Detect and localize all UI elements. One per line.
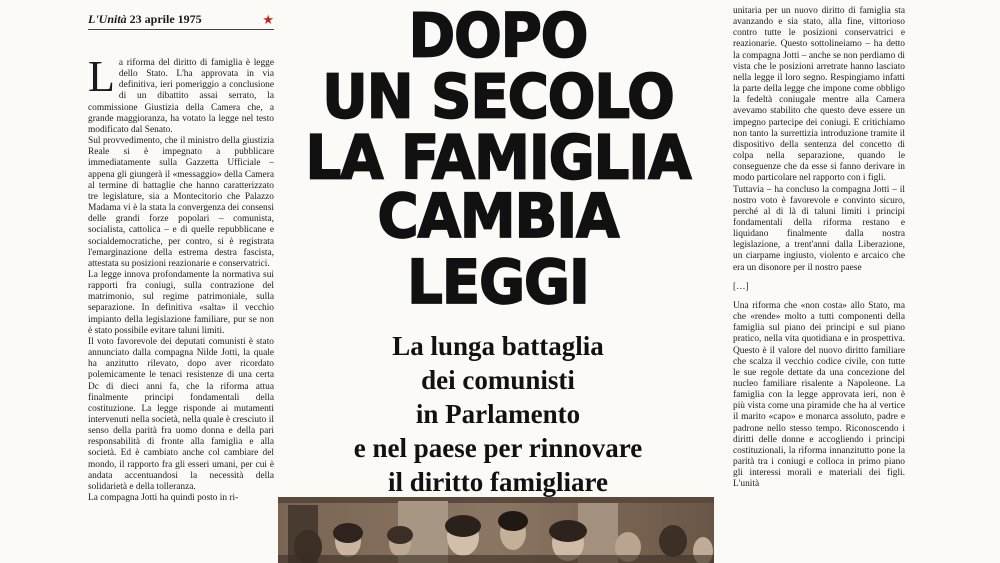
- right-paragraph: Tuttavia – ha concluso la compagna Jotti – il nostro voto è favorevole e convinto sicuro, perché al di là di taluni limiti i principi fondamentali della riforma restano e liquidano finalmente dalla nostra legislazione, a trent'anni dalla Liberazione, un ciarpame ingiusto, violento e arcaico che era un disonore per il nostro paese: [733, 184, 905, 273]
- center-column: [278, 0, 718, 563]
- right-paragraph: Una riforma che «non costa» allo Stato, ma che «rende» molto a tutti componenti della famiglia sul piano dei principi e sul piano pratico, nella vita quotidiana e in prospettiva. Questo è il valore del nuovo diritto familiare che scalza il vecchio codice civile, con tutte le sue regole dettate da una concezione del nucleo familiare risalente a Napoleone. La famiglia con la legge approvata ieri, non è più vista come una piramide che ha al vertice il marito «capo» e monarca assoluto, padre e padrone nello stesso tempo. Riconoscendo i diritti delle donne e accogliendo i principi costituzionali, la riforma innanzitutto pone la parità tra i coniugi e colloca in primo piano gli interessi morali e materiali dei figli. L'unità: [733, 300, 905, 490]
- right-paragraph: unitaria per un nuovo diritto di famiglia sta avanzando e sia stato, alla fine, vittorioso contro tutte le posizioni conservatrici e reazionarie. Questo sottolineiamo – ha detto la compagna Jotti – anche se non perdiamo di vista che le posizioni arretrate hanno lasciato nella legge il loro segno. Respingiamo infatti la parte della legge che impone come obbligo la fedeltà coniugale mentre alla Camera avevamo stabilito che questo deve essere un impegno partecipe dei coniugi. E critichiamo non tanto la surrettizia introduzione tramite il dispositivo della sentenza del concetto di colpa nella separazione, quando le conseguenze che da esse si fanno derivare in modo particolare nel rapporto con i figli.: [733, 6, 905, 184]
- masthead: [88, 12, 274, 30]
- subheadline-line: in Parlamento: [415, 399, 581, 429]
- star-icon: ★: [262, 12, 274, 27]
- headline-line: DOPO: [408, 1, 588, 72]
- paper-name: L'Unità: [88, 12, 127, 26]
- news-photo: [278, 497, 714, 563]
- headline: [278, 1, 718, 319]
- subheadline-line: dei comunisti: [421, 365, 575, 395]
- subheadline-line: La lunga battaglia: [392, 331, 604, 361]
- headline-line: UN SECOLO: [322, 62, 674, 133]
- left-column: [88, 12, 274, 563]
- left-paragraph: La riforma del diritto di famiglia è legge dello Stato. L'ha approvata in via definitiva, ieri pomeriggio a conclusione di un dibattito assai serrato, la commissione Giustizia della Camera che, a grande maggioranza, ha votato la legge nel testo modificato dal Senato.: [88, 52, 274, 135]
- left-article-text: [88, 52, 274, 504]
- left-paragraph: La legge innova profondamente la normativa sui rapporti fra coniugi, sulla contrazione del matrimonio, sul regime patrimoniale, sulla separazione. In definitiva «salta» il vecchio impianto della legislazione familiare, pur se non è stato possibile evitare taluni limiti.: [88, 269, 274, 336]
- subheadline-line: e nel paese per rinnovare: [353, 433, 643, 463]
- ellipsis-marker: […]: [733, 281, 749, 292]
- left-paragraph: La compagna Jotti ha quindi posto in ri-: [88, 493, 239, 504]
- right-column: [733, 6, 905, 563]
- left-paragraph: Sul provvedimento, che il ministro della giustizia Reale si è impegnato a pubblicare immediatamente sulla Gazzetta Ufficiale – appena gli giungerà il «messaggio» della Camera al termine di battaglie che hanno caratterizzato tre legislature, sia a Montecitorio che Palazzo Madama vi è la stata la convergenza dei consensi delle grandi forze popolari – comunista, socialista, cattolica – e di quelle repubblicane e socialdemocratiche, per contro, si è registrata l'emarginazione della estrema destra fascista, attestata su posizioni reazionarie e conservatrici.: [88, 136, 274, 269]
- headline-line: CAMBIA LEGGI: [377, 181, 619, 319]
- masthead-source: [88, 12, 202, 27]
- left-paragraph: Il voto favorevole dei deputati comunisti è stato annunciato dalla compagna Nilde Jotti, la quale ha anzitutto rilevato, dopo aver ricordato polemicamente le tenaci resistenze di una certa Dc di dieci anni fa, che la riforma attua finalmente principi fondamentali della costituzione. La legge risponde ai mutamenti intervenuti nella società, nella quale è cresciuto il senso della parità fra uomo donna e della pari responsabilità di fronte alla famiglia e alla società. Ed è cambiato anche col cambiare del mondo, il rapporto fra gli esseri umani, per cui è andata accentuandosi la necessità della solidarietà e della tolleranza.: [88, 336, 274, 492]
- subheadline-line: il diritto famigliare: [388, 467, 608, 497]
- drop-cap: L: [88, 52, 115, 101]
- subheadline: [278, 329, 718, 499]
- crowd-photo-illustration: [278, 497, 714, 563]
- headline-line: LA FAMIGLIA: [305, 123, 691, 194]
- issue-date: 23 aprile 1975: [129, 12, 202, 26]
